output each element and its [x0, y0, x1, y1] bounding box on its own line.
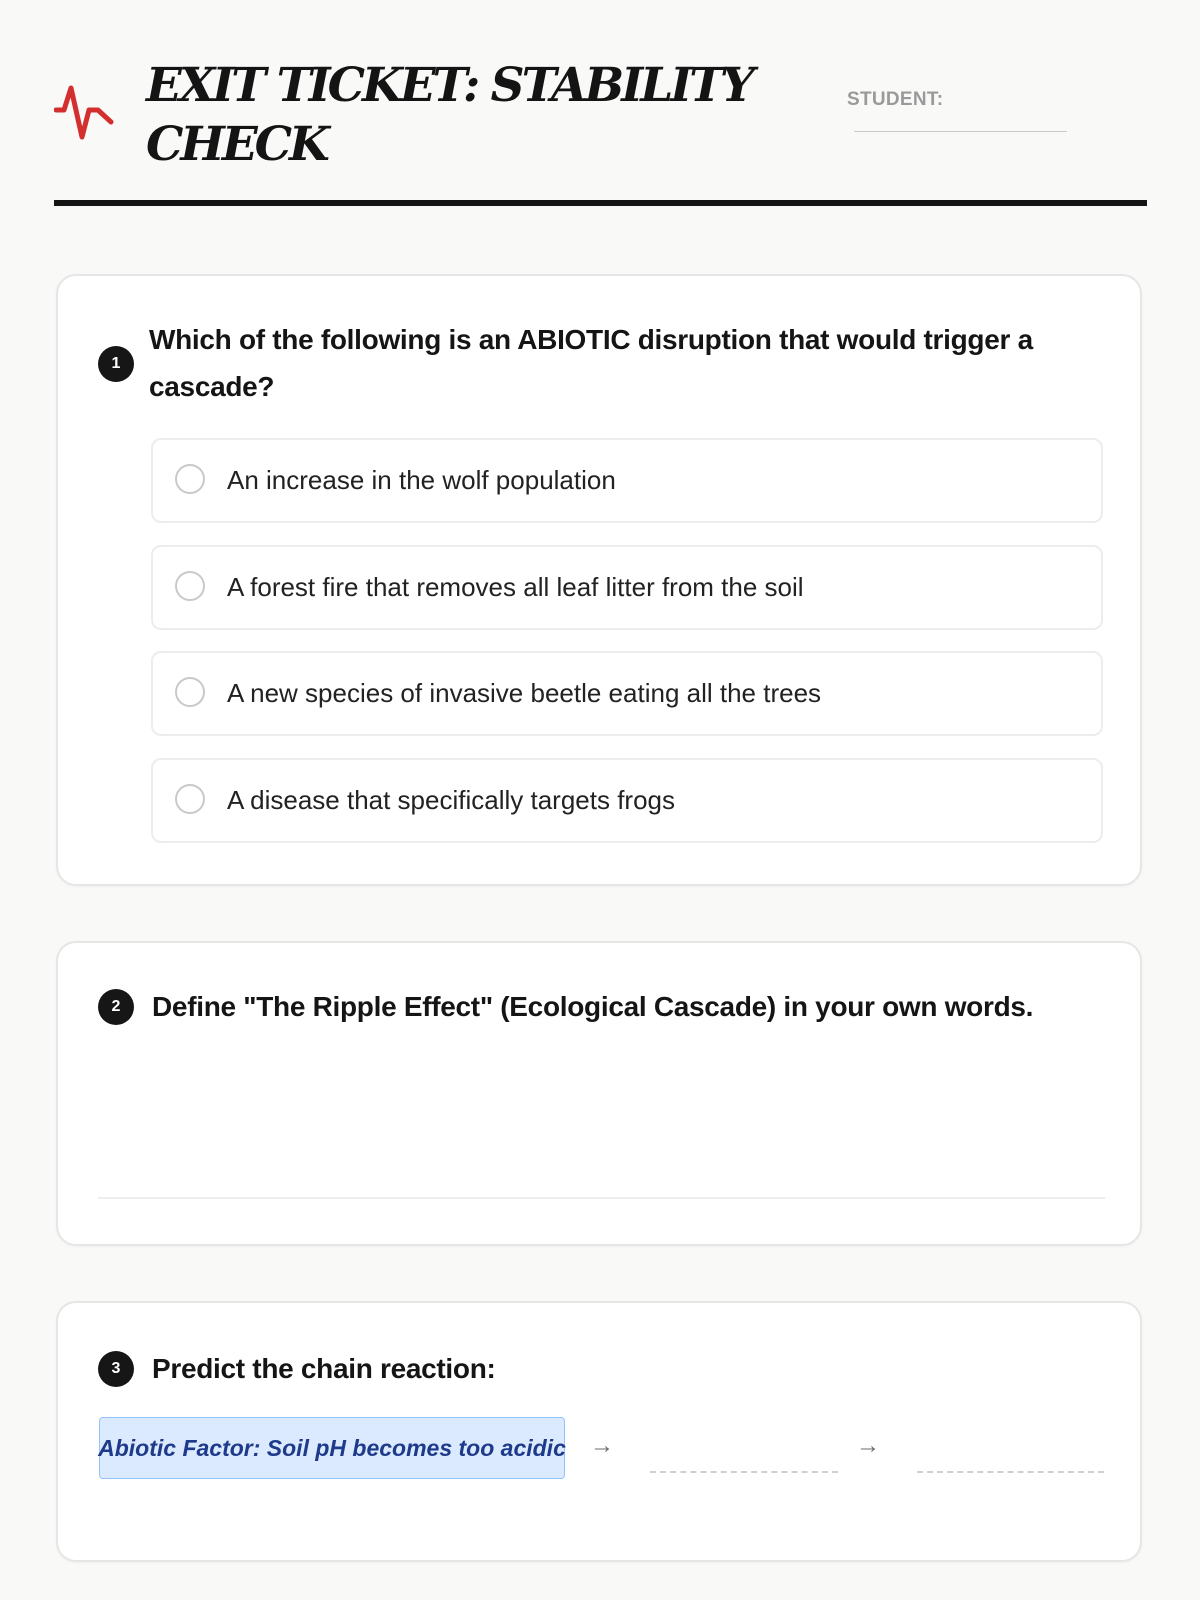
radio-button[interactable]: [175, 464, 205, 494]
question-card-3: [56, 1301, 1142, 1562]
question-number-badge: 1: [98, 346, 134, 382]
answer-option-b[interactable]: [151, 545, 1103, 630]
option-label: An increase in the wolf population: [227, 465, 616, 495]
radio-button[interactable]: [175, 677, 205, 707]
question-card-2: [56, 941, 1142, 1246]
student-name-field[interactable]: [854, 131, 1067, 132]
chain-start-box: Abiotic Factor: Soil pH becomes too acidic: [99, 1417, 565, 1479]
radio-button[interactable]: [175, 784, 205, 814]
arrow-right-icon: →: [856, 1432, 880, 1459]
header: [54, 0, 1147, 207]
question-number-badge: 3: [98, 1351, 134, 1387]
answer-option-a[interactable]: [151, 438, 1103, 523]
page-title: EXIT TICKET: STABILITY CHECK: [146, 58, 752, 172]
answer-option-c[interactable]: [151, 651, 1103, 736]
arrow-right-icon: →: [590, 1432, 614, 1459]
question-text: Which of the following is an ABIOTIC disruption that would trigger a cascade?: [149, 324, 1033, 402]
answer-option-d[interactable]: [151, 758, 1103, 843]
option-label: A disease that specifically targets frogs: [227, 785, 676, 815]
question-card-1: [56, 274, 1142, 886]
radio-button[interactable]: [175, 571, 205, 601]
answer-line[interactable]: [98, 1197, 1105, 1199]
question-text: Predict the chain reaction:: [152, 1353, 496, 1384]
question-text: Define "The Ripple Effect" (Ecological Cascade) in your own words.: [152, 991, 1034, 1022]
chain-blank-2[interactable]: [917, 1471, 1104, 1473]
chain-blank-1[interactable]: [650, 1471, 838, 1473]
question-number-badge: 2: [98, 989, 134, 1025]
header-divider: [54, 200, 1147, 206]
student-label: STUDENT:: [847, 89, 944, 110]
exit-ticket-page: [54, 0, 1147, 1461]
option-label: A new species of invasive beetle eating all the trees: [227, 678, 822, 708]
pulse-icon: [54, 84, 114, 146]
option-label: A forest fire that removes all leaf litter from the soil: [227, 572, 804, 602]
